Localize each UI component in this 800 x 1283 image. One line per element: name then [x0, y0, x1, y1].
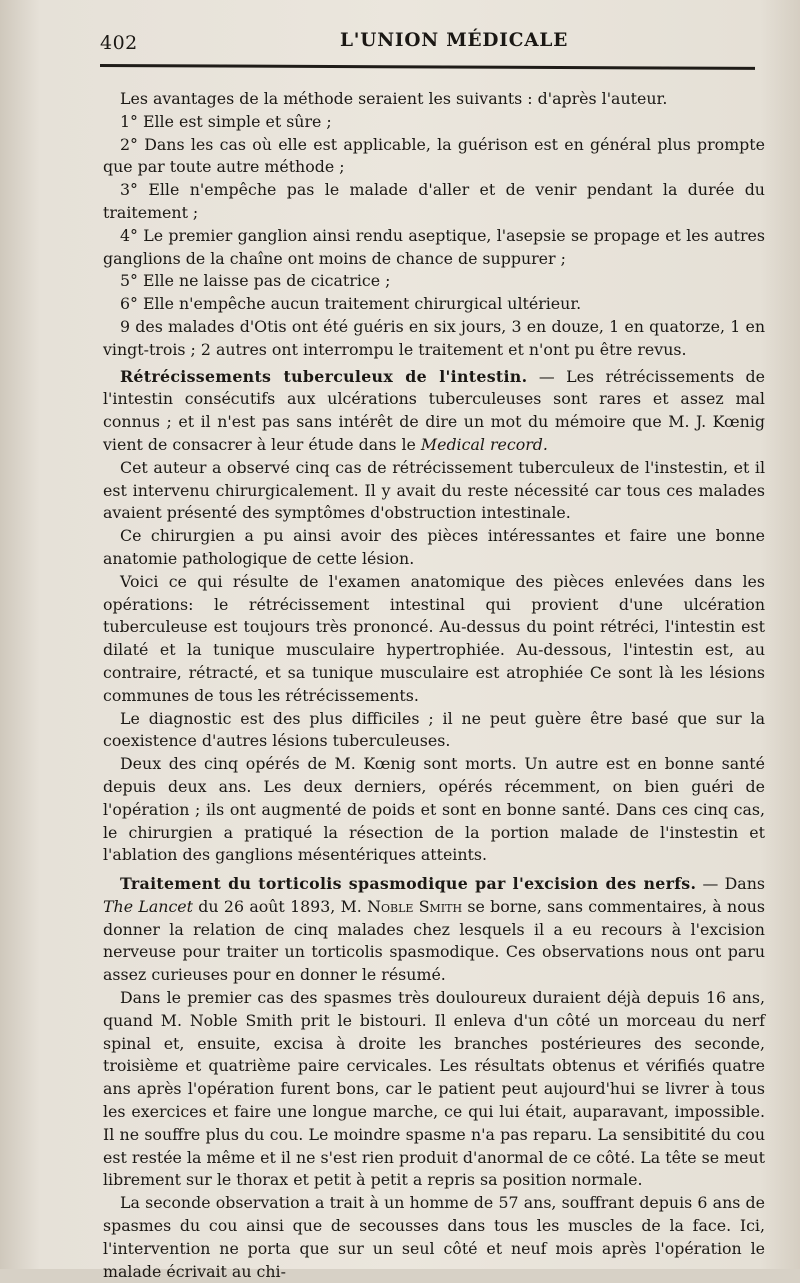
list-item: 5° Elle ne laisse pas de cicatrice ; [120, 271, 391, 291]
section-heading: Rétrécissements tuberculeux de l'intestin. [120, 366, 528, 386]
paragraph: Le diagnostic est des plus difficiles ; il ne peut guère être basé que sur la coexistence d'autres lésions tuberculeuses. [103, 708, 765, 751]
list-item: 2° Dans les cas où elle est applicable, la guérison est en général plus prompte que par toute autre méthode ; [103, 134, 765, 177]
lead-end: se borne, sans commentaires, à nous donner la relation de cinq malades chez lesquels il a eu recours à l'excision nerveuse pour traiter un torticolis spasmodique. Ces observations nous ont paru assez curieuses pour en donner le résumé. [103, 896, 765, 985]
lead-dash: — Dans [696, 874, 765, 894]
list-item: 3° Elle n'empêche pas le malade d'aller et de venir pendant la durée du traitement ; [103, 180, 765, 222]
list-item: 1° Elle est simple et sûre ; [120, 111, 332, 131]
list-item: 6° Elle n'empêche aucun traitement chirurgical ultérieur. [120, 294, 582, 314]
paragraph: Ce chirurgien a pu ainsi avoir des pièces intéressantes et faire une bonne anatomie pathologique de cette lésion. [103, 526, 765, 568]
section-torticolis-lead [103, 873, 765, 987]
paragraph: Voici ce qui résulte de l'examen anatomique des pièces enlevées dans les opérations: le rétrécissement intestinal qui provient d'une ulcération tuberculeuse est toujours très prononcé. Au-dessus du point rétréci, l'intestin est dilaté et la tunique musculaire hypertrophiée. Au-dessous, l'intestin est, au contraire, rétracté, et sa tunique musculaire est atrophiée Ce sont là les lésions communes de tous les rétrécissements. [103, 571, 765, 705]
intro-lead: Les avantages de la méthode seraient les suivants : d'après l'auteur. [120, 89, 668, 108]
author-name: Noble Smith [367, 896, 463, 916]
list-item: 4° Le premier ganglion ainsi rendu aseptique, l'asepsie se propage et les autres ganglions de la chaîne ont moins de chance de suppurer ; [103, 225, 765, 268]
journal-title: The Lancet [103, 896, 193, 916]
section-intestin-lead [103, 366, 765, 457]
header-rule [100, 64, 755, 70]
page-number: 402 [100, 32, 138, 54]
lead-mid: du 26 août 1893, M. [193, 896, 368, 916]
journal-title: Medical record. [420, 434, 548, 454]
paragraph: La seconde observation a trait à un homme de 57 ans, souffrant depuis 6 ans de spasmes du cou ainsi que de secousses dans tous les muscles de la face. Ici, l'intervention ne porta que sur un seul côté et neuf mois après l'opération le malade écrivait au chi- [103, 1193, 765, 1281]
paragraph: Dans le premier cas des spasmes très douloureux duraient déjà depuis 16 ans, quand M. Noble Smith prit le bistouri. Il enleva d'un côté un morceau du nerf spinal et, ensuite, excisa à droite les branches postérieures des seconde, troisième et quatrième paire cervicales. Les résultats obtenus et vérifiés quatre ans après l'opération furent bons, car le patient peut aujourd'hui se livrer à tous les exercices et faire une longue marche, ce qui lui était, auparavant, impossible. Il ne souffre plus du cou. Le moindre spasme n'a pas reparu. La sensibitité du cou est restée la même et il ne s'est rien produit d'anormal de ce côté. La tête se meut librement sur le thorax et petit à petit a repris sa position normale. [103, 988, 765, 1190]
article-body [103, 88, 765, 1283]
paragraph: Deux des cinq opérés de M. Kœnig sont morts. Un autre est en bonne santé depuis deux ans. Les deux derniers, opérés récemment, on bien guéri de l'opération ; ils ont augmenté de poids et sont en bonne santé. Dans ces cinq cas, le chirurgien a pratiqué la résection de la portion malade de l'instestin et l'ablation des ganglions mésentériques atteints. [103, 754, 765, 865]
running-head: L'UNION MÉDICALE [340, 30, 569, 51]
section-lead-text: — Les rétrécissements de l'intestin consécutifs aux ulcérations tuberculeuses sont rares et assez mal connus ; et il n'est pas sans intérêt de dire un mot du mémoire que M. J. Kœnig vient de consacrer à leur étude dans le [103, 366, 765, 454]
page-header [100, 28, 755, 56]
paragraph: Cet auteur a observé cinq cas de rétrécissement tuberculeux de l'instestin, et il est intervenu chirurgicalement. Il y avait du reste nécessité car tous ces malades avaient présenté des symptômes d'obstruction intestinale. [103, 457, 765, 523]
section-heading: Traitement du torticolis spasmodique par l'excision des nerfs. [120, 874, 697, 894]
intro-result: 9 des malades d'Otis ont été guéris en six jours, 3 en douze, 1 en quatorze, 1 en vingt-trois ; 2 autres ont interrompu le traitement et n'ont pu être revus. [103, 316, 765, 359]
